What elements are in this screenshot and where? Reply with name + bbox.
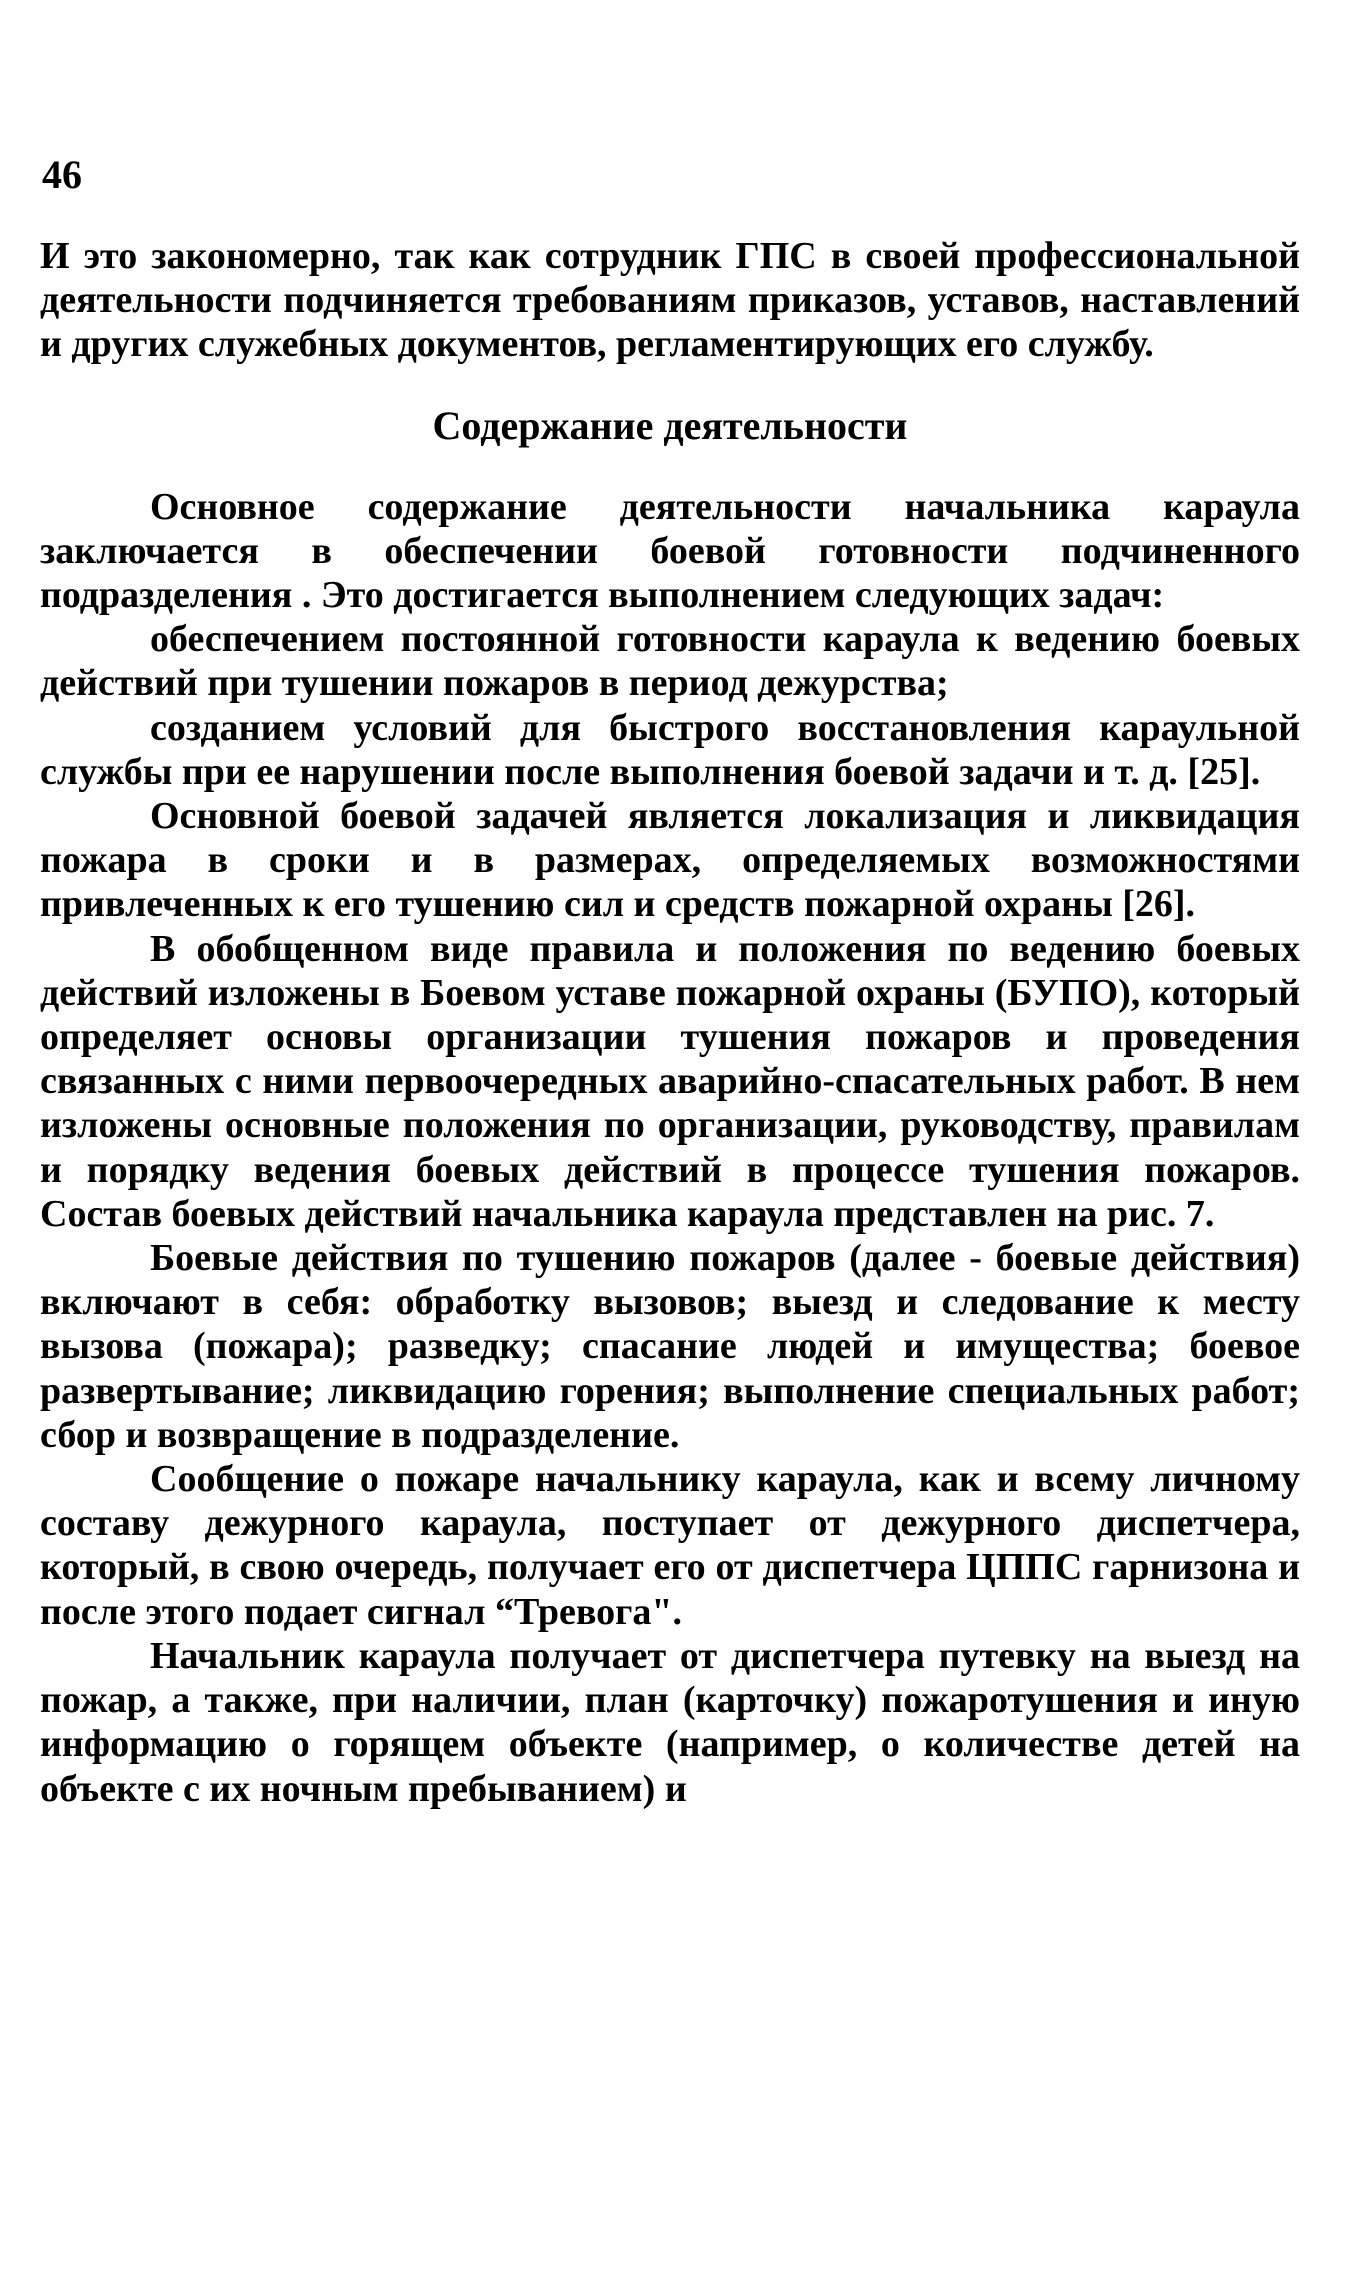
paragraph-main-task: Основной боевой задачей является локализация и ликвидация пожара в сроки и в размерах, определяемых возможностями привлеченных к его тушению сил и средств пожарной охраны [26]. [40, 795, 1300, 926]
paragraph-task-readiness: обеспечением постоянной готовности караула к ведению боевых действий при тушении пожаров в период дежурства; [40, 618, 1300, 705]
paragraph-intro: И это закономерно, так как сотрудник ГПС в своей профессиональной деятельности подчиняется требованиям приказов, уставов, наставлений и других служебных документов, регламентирующих его службу. [40, 235, 1300, 366]
paragraph-task-restore: созданием условий для быстрого восстановления караульной службы при ее нарушении после выполнения боевой задачи и т. д. [25]. [40, 706, 1300, 793]
paragraph-fire-report: Сообщение о пожаре начальнику караула, как и всему личному составу дежурного караула, поступает от дежурного диспетчера, который, в свою очередь, получает его от диспетчера ЦППС гарнизона и после этого подает сигнал “Тревога". [40, 1458, 1300, 1633]
paragraph-main-content: Основное содержание деятельности начальника караула заключается в обеспечении боевой готовности подчиненного подразделения . Это достигается выполнением следующих задач: [40, 485, 1300, 617]
paragraph-dispatch: Начальник караула получает от диспетчера путевку на выезд на пожар, а также, при наличии, план (карточку) пожаротушения и иную информацию о горящем объекте (например, о количестве детей на объекте с их ночным пребыванием) и [40, 1634, 1300, 1810]
paragraph-bupo: В обобщенном виде правила и положения по ведению боевых действий изложены в Боевом уставе пожарной охраны (БУПО), который определяет основы организации тушения пожаров и проведения связанных с ними первоочередных аварийно-спасательных работ. В нем изложены основные положения по организации, руководству, правилам и порядку ведения боевых действий в процессе тушения пожаров. Состав боевых действий начальника караула представлен на рис. 7. [40, 927, 1300, 1235]
section-title: Содержание деятельности [432, 402, 908, 448]
document-page [40, 150, 1300, 1811]
page-number: 46 [42, 152, 82, 197]
paragraph-combat-actions: Боевые действия по тушению пожаров (далее - боевые действия) включают в себя: обработку вызовов; выезд и следование к месту вызова (пожара); разведку; спасание людей и имущества; боевое развертывание; ликвидацию горения; выполнение специальных работ; сбор и возвращение в подразделение. [40, 1237, 1300, 1456]
